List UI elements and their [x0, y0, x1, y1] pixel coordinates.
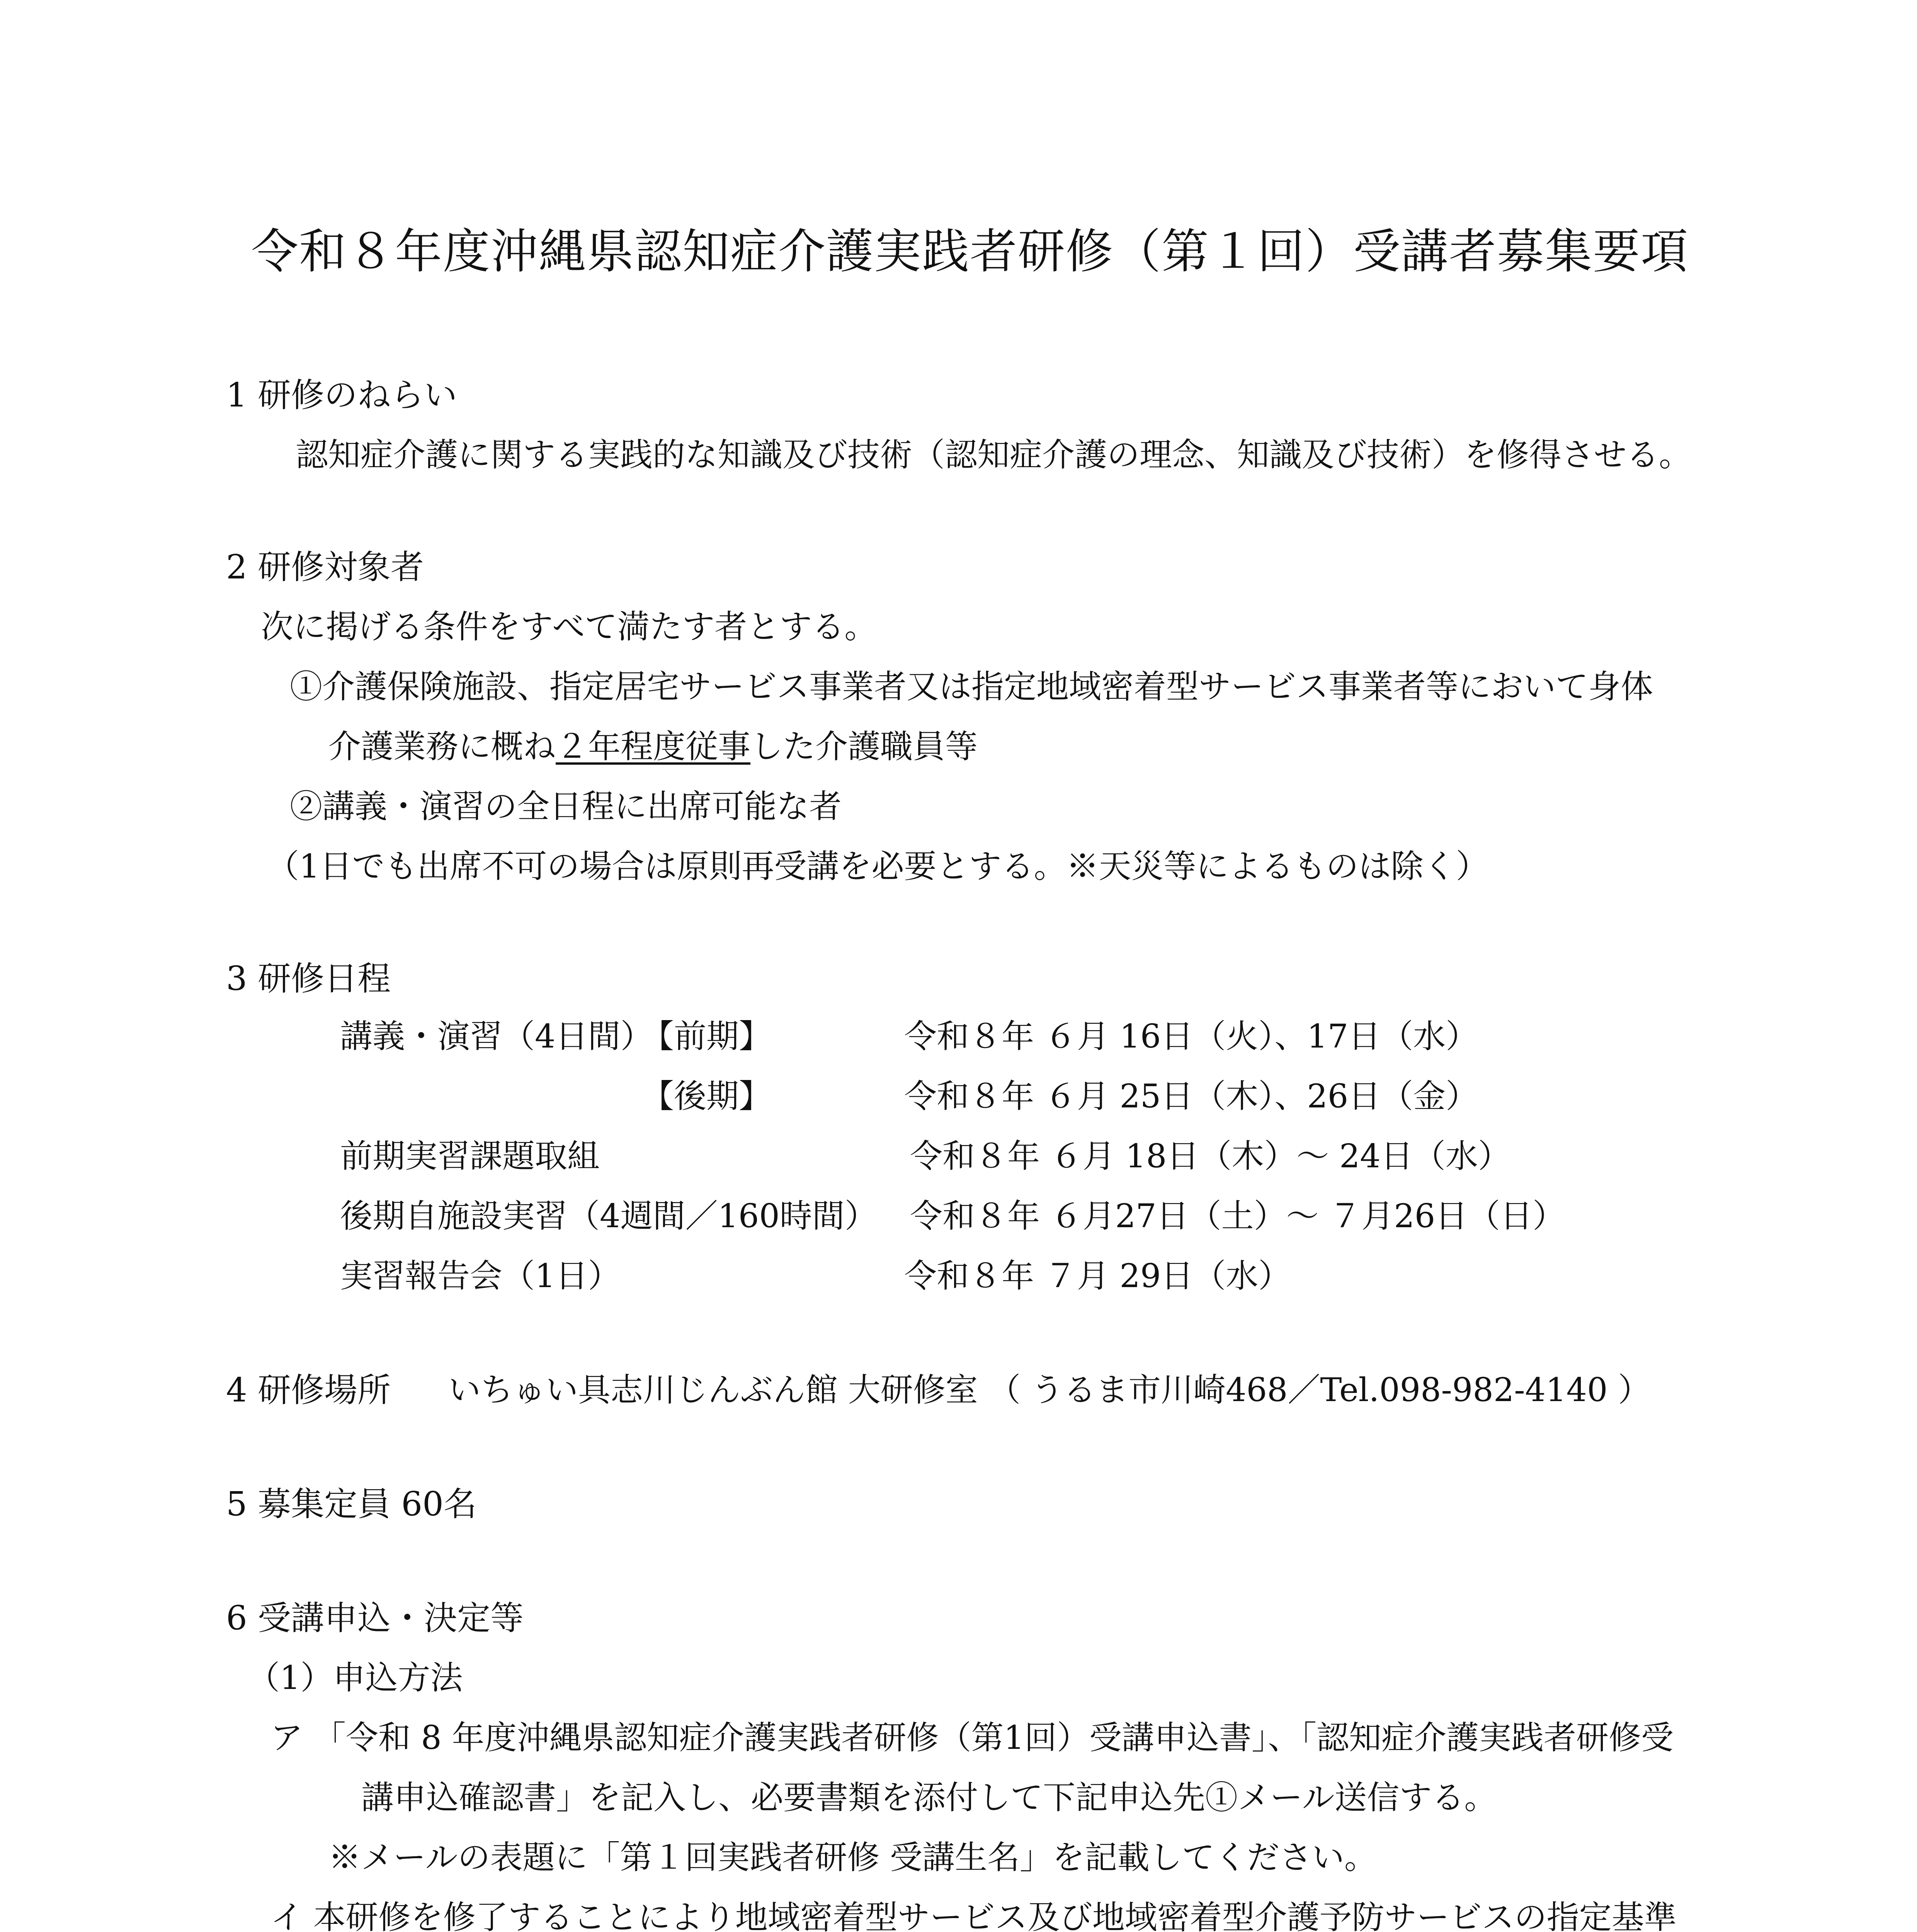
condition-2: ②講義・演習の全日程に出席可能な者 [290, 787, 842, 825]
condition-1-line-2 [328, 730, 978, 763]
condition-1-text: 介護業務に概ね [328, 728, 556, 765]
venue-text: いちゅい具志川じんぶん館 大研修室 （ うるま市川崎468／Tel.098-982-4140 ） [448, 1371, 1651, 1409]
section-5-heading: 5 募集定員 60名 [226, 1485, 477, 1524]
schedule-row-date: 令和８年 ６月27日（土）～ ７月26日（日） [910, 1197, 1565, 1235]
section-2-intro: 次に掲げる条件をすべて満たす者とする。 [261, 608, 877, 646]
schedule-row-date: 令和８年 ６月 25日（木）、26日（金） [904, 1077, 1478, 1115]
section-3-heading: 3 研修日程 [226, 959, 391, 998]
method-a-line-1: ア 「令和 8 年度沖縄県認知症介護実践者研修（第1回）受講申込書」、「認知症介護実践者研修受 [270, 1719, 1674, 1757]
condition-1-line-1: ①介護保険施設、指定居宅サービス事業者又は指定地域密着型サービス事業者等において身体 [290, 668, 1653, 706]
schedule-row-period: 【後期】 [641, 1077, 772, 1115]
schedule-row-period: 【前期】 [641, 1017, 772, 1055]
schedule-row-date: 令和８年 ６月 16日（火）、17日（水） [904, 1017, 1478, 1055]
application-method-heading: （1）申込方法 [247, 1659, 463, 1697]
section-1-text: 認知症介護に関する実践的な知識及び技術（認知症介護の理念、知識及び技術）を修得させる。 [296, 436, 1692, 474]
schedule-row-date: 令和８年 ７月 29日（水） [904, 1257, 1291, 1295]
attendance-note: （1日でも出席不可の場合は原則再受講を必要とする。※天災等によるものは除く） [267, 847, 1488, 885]
experience-requirement: ２年程度従事 [556, 728, 751, 765]
email-subject-note: ※メールの表題に「第１回実践者研修 受講生名」を記載してください。 [328, 1838, 1377, 1876]
section-6-heading: 6 受講申込・決定等 [226, 1599, 524, 1638]
method-a-line-2: 講申込確認書」を記入し、必要書類を添付して下記申込先①メール送信する。 [361, 1779, 1497, 1816]
page-title: 令和８年度沖縄県認知症介護実践者研修（第１回）受講者募集要項 [251, 224, 1689, 279]
section-2-heading: 2 研修対象者 [226, 548, 424, 587]
schedule-row-label: 前期実習課題取組 [340, 1137, 600, 1175]
section-4-heading: 4 研修場所 [226, 1371, 391, 1410]
schedule-row-label: 講義・演習（4日間） [340, 1017, 653, 1055]
schedule-row-label: 実習報告会（1日） [340, 1257, 621, 1295]
schedule-row-label: 後期自施設実習（4週間／160時間） [340, 1197, 877, 1235]
method-i-line-1: イ 本研修を修了することにより地域密着型サービス及び地域密着型介護予防サービスの指定基準 [270, 1898, 1677, 1932]
section-1-heading: 1 研修のねらい [226, 376, 458, 415]
schedule-row-date: 令和８年 ６月 18日（木）～ 24日（水） [910, 1137, 1510, 1175]
condition-1-text-tail: した介護職員等 [750, 728, 978, 765]
